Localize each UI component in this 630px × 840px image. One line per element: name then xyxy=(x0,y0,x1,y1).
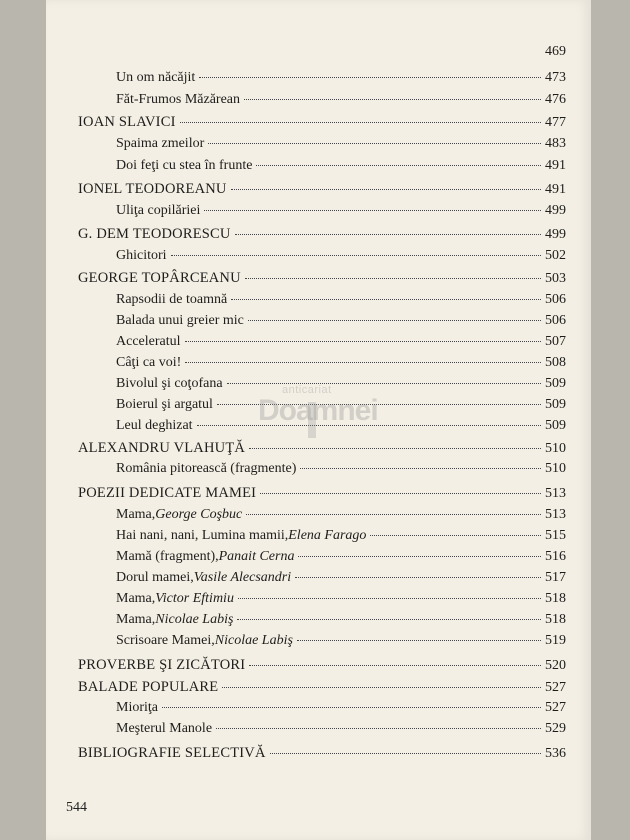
dot-leader xyxy=(185,341,541,342)
toc-page-number: 491 xyxy=(545,158,566,173)
watermark xyxy=(258,384,428,444)
toc-page-number: 510 xyxy=(545,461,566,476)
dot-leader xyxy=(260,493,541,494)
toc-page-number: 513 xyxy=(545,486,566,501)
toc-item-author: Nicolae Labiş xyxy=(155,612,234,627)
toc-section-row xyxy=(78,745,566,766)
toc-item-title: Scrisoare Mamei, xyxy=(116,633,215,648)
dot-leader xyxy=(248,320,541,321)
toc-item-row xyxy=(116,700,566,721)
toc-item-title: Bivolul şi coţofana xyxy=(116,376,223,391)
watermark-top-text: anticariat xyxy=(282,384,332,396)
toc-item-row xyxy=(116,549,566,570)
toc-item-title: Mama, xyxy=(116,591,156,606)
toc-section-title: BALADE POPULARE xyxy=(78,679,219,695)
toc-page-number: 509 xyxy=(545,376,566,391)
toc-section-row xyxy=(78,226,566,247)
toc-item-title: Meşterul Manole xyxy=(116,721,213,736)
toc-section-title: ALEXANDRU VLAHUŢĂ xyxy=(78,440,246,456)
toc-page-number: 513 xyxy=(545,507,566,522)
toc-page-number: 518 xyxy=(545,591,566,606)
toc-page-number: 506 xyxy=(545,313,566,328)
toc-item-author: Nicolae Labiş xyxy=(214,633,293,648)
dot-leader xyxy=(185,362,541,363)
toc-item-title: Mamă (fragment), xyxy=(116,549,219,564)
toc-page-number: 529 xyxy=(545,721,566,736)
toc-page-number: 507 xyxy=(545,334,566,349)
dot-leader xyxy=(237,619,541,620)
dot-leader xyxy=(162,707,541,708)
toc-page-number: 527 xyxy=(545,680,566,695)
toc-item-row xyxy=(116,158,566,179)
dot-leader xyxy=(171,255,541,256)
toc-item-row xyxy=(116,355,566,376)
toc-section-row xyxy=(78,181,566,202)
toc-page-number: 491 xyxy=(545,182,566,197)
toc-section-title: GEORGE TOPÂRCEANU xyxy=(78,270,241,286)
toc-page-number: 473 xyxy=(545,70,566,85)
toc-item-title: România pitorească (fragmente) xyxy=(116,461,297,476)
dot-leader xyxy=(222,687,541,688)
toc-section-title: IOAN SLAVICI xyxy=(78,114,176,130)
toc-item-row xyxy=(116,721,566,742)
dot-leader xyxy=(249,665,541,666)
dot-leader xyxy=(297,640,541,641)
dot-leader xyxy=(245,278,541,279)
dot-leader xyxy=(244,99,541,100)
toc-page-number: 515 xyxy=(545,528,566,543)
toc-item-row xyxy=(116,528,566,549)
toc-item-row xyxy=(116,461,566,482)
toc-item-row xyxy=(116,334,566,355)
toc-item-row xyxy=(116,203,566,224)
toc-item-author: Elena Farago xyxy=(288,528,367,543)
toc-item-title: Ghicitori xyxy=(116,248,167,263)
toc-item-row xyxy=(116,92,566,113)
dot-leader xyxy=(235,234,541,235)
toc-item-author: Vasile Alecsandri xyxy=(193,570,292,585)
toc-item-title: Câţi ca voi! xyxy=(116,355,182,370)
dot-leader xyxy=(180,122,541,123)
toc-item-title: Mama, xyxy=(116,612,156,627)
toc-page-number: 508 xyxy=(545,355,566,370)
toc-item-title: Balada unui greier mic xyxy=(116,313,244,328)
toc-item-title: Leul deghizat xyxy=(116,418,193,433)
toc-item-row xyxy=(116,633,566,654)
toc-section-title: G. DEM TEODORESCU xyxy=(78,226,231,242)
toc-page-number: 518 xyxy=(545,612,566,627)
toc-item-author: George Coşbuc xyxy=(155,507,243,522)
toc-item-row xyxy=(116,591,566,612)
toc-item-row xyxy=(116,44,566,65)
dot-leader xyxy=(370,535,541,536)
toc-item-row xyxy=(116,292,566,313)
dot-leader xyxy=(300,468,541,469)
toc-page-number: 527 xyxy=(545,700,566,715)
dot-leader xyxy=(238,598,541,599)
toc-page-number: 476 xyxy=(545,92,566,107)
watermark-bottom-text: Doamnei xyxy=(258,394,378,427)
toc-page-number: 499 xyxy=(545,203,566,218)
toc-section-title: IONEL TEODOREANU xyxy=(78,181,227,197)
toc-item-title: Rapsodii de toamnă xyxy=(116,292,228,307)
toc-section-row xyxy=(78,657,566,678)
toc-page-number: 516 xyxy=(545,549,566,564)
toc-item-row xyxy=(116,70,566,91)
toc-page-number: 510 xyxy=(545,441,566,456)
toc-page-number: 520 xyxy=(545,658,566,673)
toc-section-title: PROVERBE ŞI ZICĂTORI xyxy=(78,657,246,673)
toc-page-number: 483 xyxy=(545,136,566,151)
toc-item-title: Doi feţi cu stea în frunte xyxy=(116,158,253,173)
toc-item-author: Panait Cerna xyxy=(218,549,295,564)
toc-page-number: 509 xyxy=(545,397,566,412)
dot-leader xyxy=(295,577,541,578)
toc-item-title: Mama, xyxy=(116,507,156,522)
dot-leader xyxy=(231,189,541,190)
book-page xyxy=(46,0,591,840)
toc-item-row xyxy=(116,507,566,528)
toc-item-title: Mioriţa xyxy=(116,700,158,715)
toc-item-row xyxy=(116,612,566,633)
dot-leader xyxy=(298,556,541,557)
dot-leader xyxy=(256,165,541,166)
toc-section-title: BIBLIOGRAFIE SELECTIVĂ xyxy=(78,745,266,761)
toc-item-title: Hai nani, nani, Lumina mamii, xyxy=(116,528,289,543)
toc-item-title: Făt-Frumos Măzărean xyxy=(116,92,241,107)
toc-page-number: 503 xyxy=(545,271,566,286)
toc-page-number: 519 xyxy=(545,633,566,648)
dot-leader xyxy=(270,753,541,754)
dot-leader xyxy=(249,448,541,449)
toc-page-number: 536 xyxy=(545,746,566,761)
toc-item-row xyxy=(116,248,566,269)
dot-leader xyxy=(231,299,541,300)
toc-section-row xyxy=(78,114,566,135)
dot-leader xyxy=(246,514,541,515)
toc-page-number: 517 xyxy=(545,570,566,585)
dot-leader xyxy=(204,210,541,211)
toc-page-number: 499 xyxy=(545,227,566,242)
toc-item-author: Victor Eftimiu xyxy=(155,591,234,606)
toc-item-title: Spaima zmeilor xyxy=(116,136,205,151)
dot-leader xyxy=(199,77,541,78)
page-number: 544 xyxy=(66,800,87,815)
toc-section-title: POEZII DEDICATE MAMEI xyxy=(78,485,257,501)
toc-page-number: 506 xyxy=(545,292,566,307)
toc-item-title: Uliţa copilăriei xyxy=(116,203,201,218)
toc-page-number: 509 xyxy=(545,418,566,433)
toc-section-row xyxy=(78,270,566,291)
toc-item-title: Dorul mamei, xyxy=(116,570,194,585)
toc-item-row xyxy=(116,570,566,591)
toc-page-number: 502 xyxy=(545,248,566,263)
toc-section-row xyxy=(78,485,566,506)
dot-leader xyxy=(216,728,541,729)
toc-item-row xyxy=(116,313,566,334)
toc-page-number: 477 xyxy=(545,115,566,130)
toc-section-row xyxy=(78,679,566,700)
toc-item-row xyxy=(116,136,566,157)
toc-item-title: Boierul şi argatul xyxy=(116,397,213,412)
toc-page-number: 469 xyxy=(545,44,566,59)
dot-leader xyxy=(208,143,541,144)
toc-item-title: Un om năcăjit xyxy=(116,70,196,85)
toc-item-title: Acceleratul xyxy=(116,334,181,349)
